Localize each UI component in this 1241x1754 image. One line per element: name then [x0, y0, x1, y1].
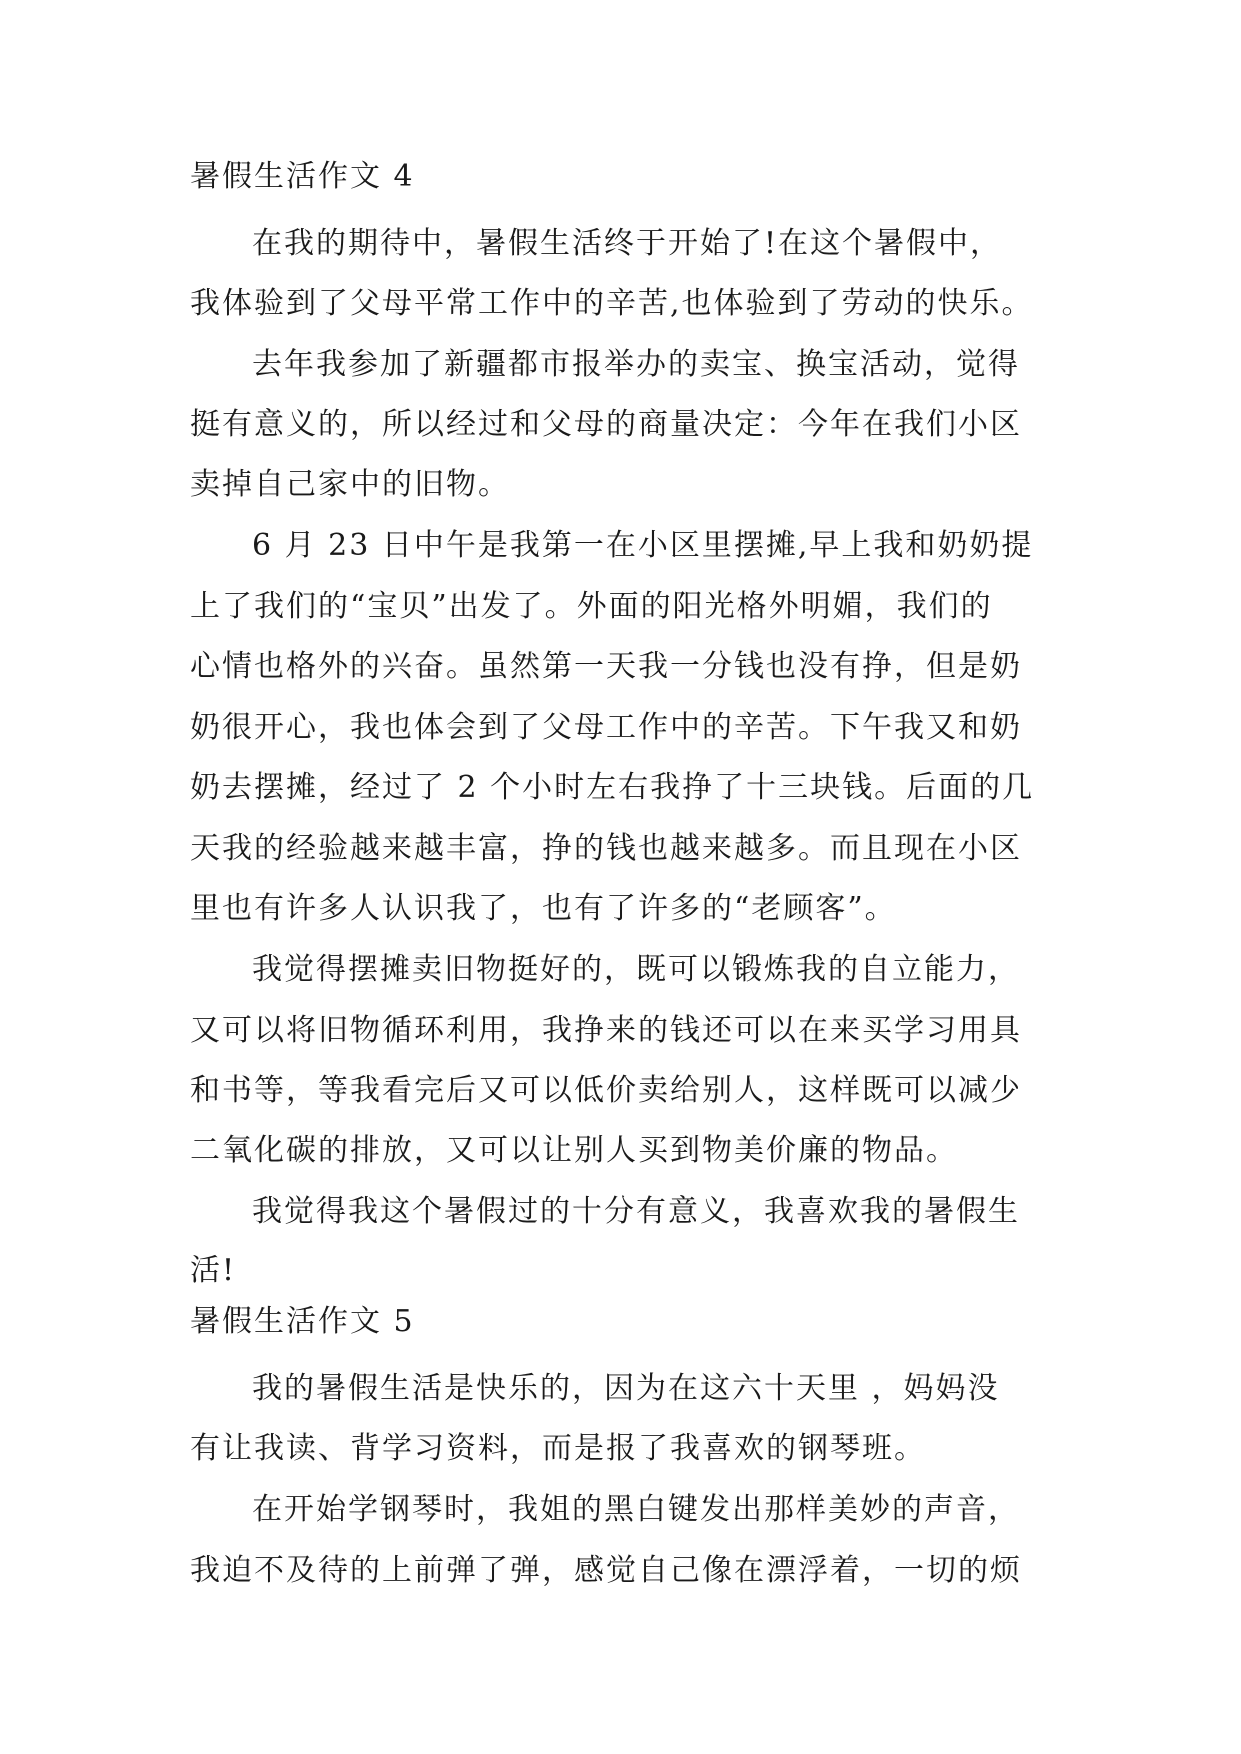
paragraph-line: 在我的期待中，暑假生活终于开始了!在这个暑假中， [252, 226, 1003, 261]
paragraph-line: 天我的经验越来越丰富，挣的钱也越来越多。而且现在小区 [190, 831, 1022, 866]
paragraph-line: 在开始学钢琴时，我姐的黑白键发出那样美妙的声音， [252, 1492, 1020, 1527]
paragraph-line: 上了我们的“宝贝”出发了。外面的阳光格外明媚，我们的 [190, 589, 993, 624]
paragraph-line: 里也有许多人认识我了，也有了许多的“老顾客”。 [190, 891, 897, 926]
paragraph-line: 我的暑假生活是快乐的，因为在这六十天里 ，妈妈没 [252, 1371, 1000, 1406]
essay-4-title: 暑假生活作文 4 [190, 159, 415, 194]
paragraph-line: 和书等，等我看完后又可以低价卖给别人，这样既可以减少 [190, 1073, 1022, 1108]
essay-5-title: 暑假生活作文 5 [190, 1304, 415, 1339]
paragraph-line: 我觉得摆摊卖旧物挺好的，既可以锻炼我的自立能力， [252, 952, 1020, 987]
paragraph-line: 二氧化碳的排放，又可以让别人买到物美价廉的物品。 [190, 1133, 958, 1168]
paragraph-line: 又可以将旧物循环利用，我挣来的钱还可以在来买学习用具 [190, 1013, 1022, 1048]
paragraph-line: 活! [190, 1253, 237, 1288]
paragraph-line: 奶很开心，我也体会到了父母工作中的辛苦。下午我又和奶 [190, 710, 1022, 745]
paragraph-line: 挺有意义的，所以经过和父母的商量决定：今年在我们小区 [190, 407, 1022, 442]
paragraph-line: 有让我读、背学习资料，而是报了我喜欢的钢琴班。 [190, 1431, 926, 1466]
paragraph-line: 去年我参加了新疆都市报举办的卖宝、换宝活动，觉得 [252, 347, 1020, 382]
paragraph-line: 我觉得我这个暑假过的十分有意义，我喜欢我的暑假生 [252, 1194, 1020, 1229]
paragraph-line: 奶去摆摊，经过了 2 个小时左右我挣了十三块钱。后面的几 [190, 770, 1035, 805]
paragraph-line: 我迫不及待的上前弹了弹，感觉自己像在漂浮着，一切的烦 [190, 1553, 1022, 1588]
paragraph-line: 心情也格外的兴奋。虽然第一天我一分钱也没有挣，但是奶 [190, 649, 1022, 684]
paragraph-line: 6 月 23 日中午是我第一在小区里摆摊,早上我和奶奶提 [252, 528, 1034, 563]
paragraph-line: 卖掉自己家中的旧物。 [190, 467, 510, 502]
paragraph-line: 我体验到了父母平常工作中的辛苦,也体验到了劳动的快乐。 [190, 286, 1034, 321]
